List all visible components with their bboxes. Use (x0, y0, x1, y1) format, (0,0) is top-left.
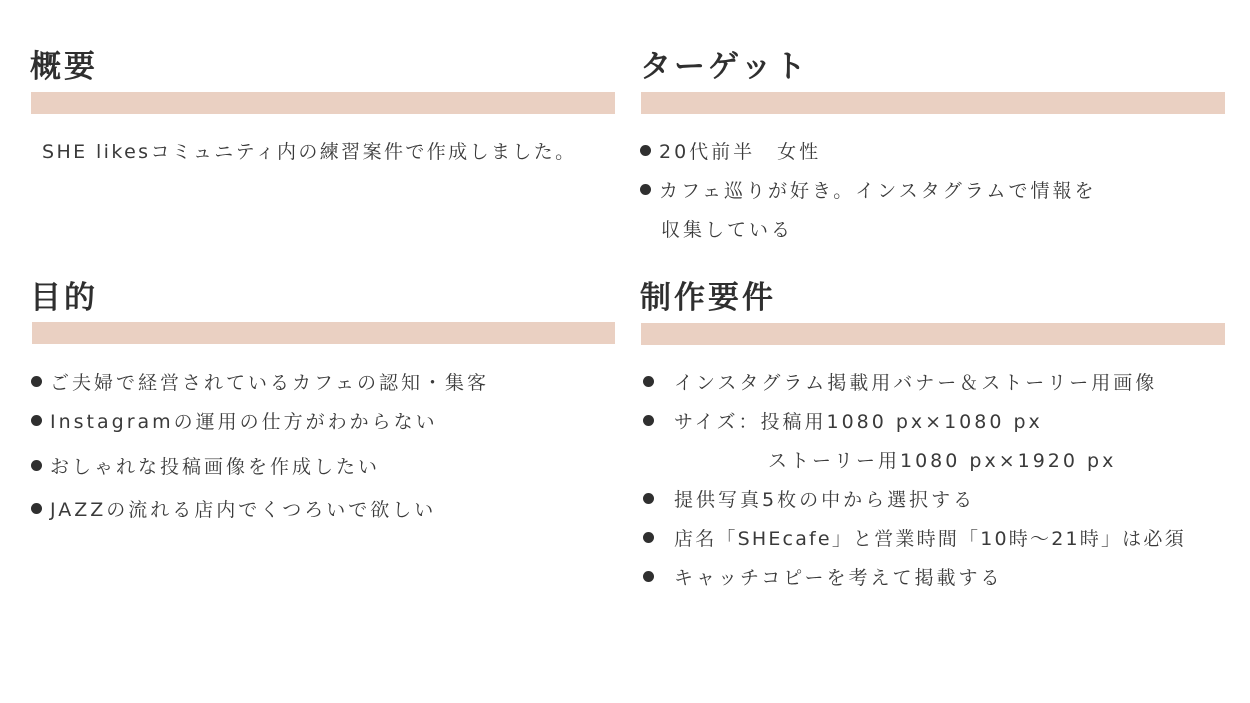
requirements-item-3: 提供写真5枚の中から選択する (643, 485, 975, 512)
target-title-bar (641, 92, 1225, 114)
target-title: ターゲット (640, 49, 809, 85)
requirements-item-5: キャッチコピーを考えて掲載する (643, 563, 1002, 590)
bullet-icon (643, 571, 654, 582)
bullet-icon (643, 376, 654, 387)
requirements-item-4: 店名「SHEcafe」と営業時間「10時〜21時」は必須 (643, 524, 1186, 551)
target-item-1: 20代前半 女性 (640, 137, 821, 164)
requirements-item-2: サイズ：投稿用1080 px×1080 px (643, 407, 1043, 434)
bullet-icon (643, 493, 654, 504)
purpose-title: 目的 (30, 280, 98, 316)
overview-title: 概要 (30, 49, 98, 85)
requirements-title-bar (641, 323, 1225, 345)
purpose-item-2: Instagramの運用の仕方がわからない (31, 407, 438, 434)
purpose-title-bar (32, 322, 615, 344)
target-item-2: カフェ巡りが好き。インスタグラムで情報を (640, 176, 1097, 203)
bullet-icon (31, 503, 42, 514)
bullet-icon (31, 415, 42, 426)
overview-title-bar (31, 92, 615, 114)
requirements-item-1: インスタグラム掲載用バナー＆ストーリー用画像 (643, 368, 1157, 395)
purpose-item-1: ご夫婦で経営されているカフェの認知・集客 (31, 368, 489, 395)
purpose-item-3: おしゃれな投稿画像を作成したい (31, 452, 380, 479)
bullet-icon (640, 184, 651, 195)
bullet-icon (643, 532, 654, 543)
target-item-2-continuation: 収集している (661, 219, 794, 241)
overview-text: SHE likesコミュニティ内の練習案件で作成しました。 (42, 141, 577, 163)
requirements-item-2-continuation: ストーリー用1080 px×1920 px (768, 450, 1117, 472)
bullet-icon (31, 376, 42, 387)
bullet-icon (640, 145, 651, 156)
bullet-icon (643, 415, 654, 426)
purpose-item-4: JAZZの流れる店内でくつろいで欲しい (31, 495, 436, 522)
requirements-title: 制作要件 (640, 280, 776, 316)
bullet-icon (31, 460, 42, 471)
